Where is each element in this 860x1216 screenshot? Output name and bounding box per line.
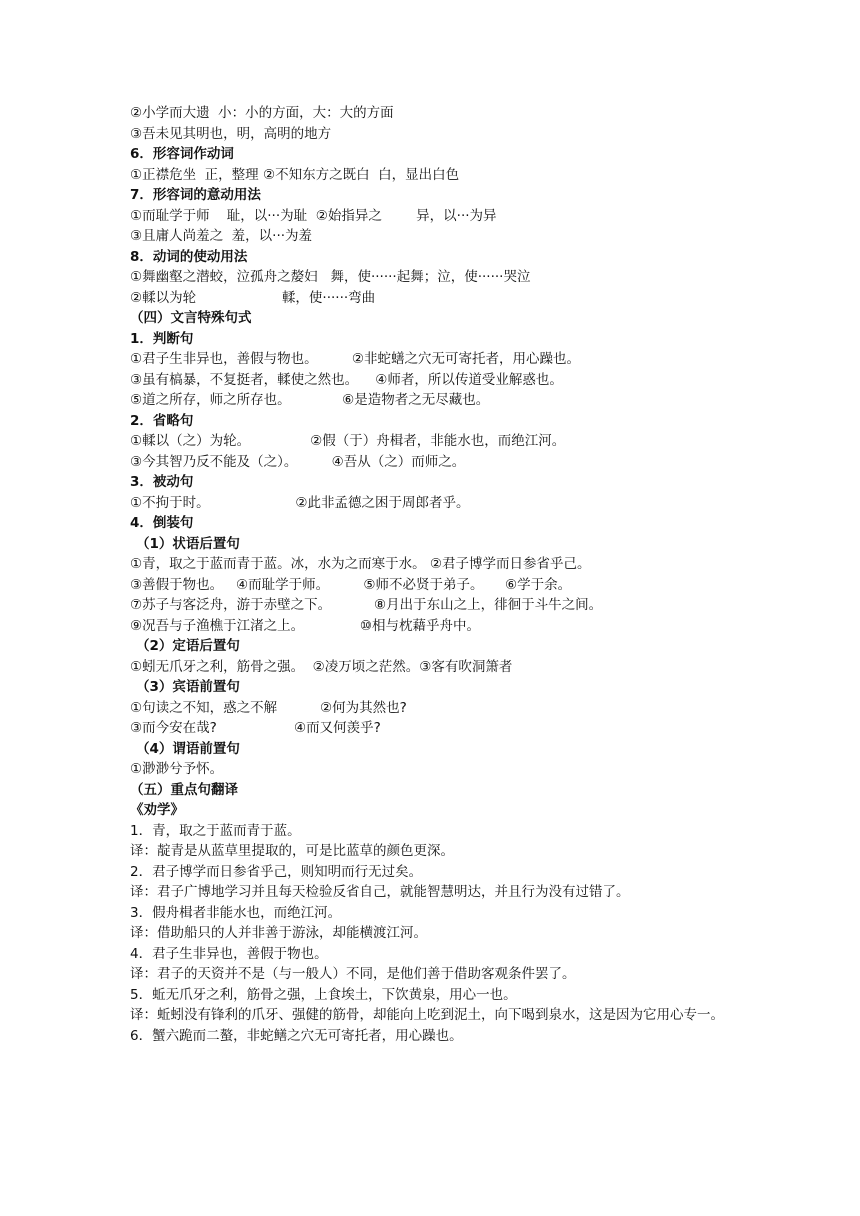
section-heading: （3）宾语前置句: [136, 679, 240, 695]
text-line: ③且庸人尚羞之 羞，以···为羞: [130, 228, 313, 244]
text-line: ①青，取之于蓝而青于蓝。冰，水为之而寒于水。 ②君子博学而日参省乎己。: [130, 556, 591, 572]
text-line: 1．青，取之于蓝而青于蓝。: [130, 822, 301, 839]
section-heading: （四）文言特殊句式: [130, 310, 252, 326]
text-line: ⑦苏子与客泛舟，游于赤壁之下。 ⑧月出于东山之上，徘徊于斗牛之间。: [130, 597, 603, 613]
section-heading: 6．形容词作动词: [130, 146, 234, 162]
text-line: ①正襟危坐 正，整理 ②不知东方之既白 白，显出白色: [130, 166, 460, 183]
text-line: 4．君子生非异也，善假于物也。: [130, 945, 328, 962]
text-line: 5．蚯无爪牙之利，筋骨之强，上食埃土，下饮黄泉，用心一也。: [130, 986, 517, 1003]
text-line: ③而今安在哉? ④而又何羡乎?: [130, 720, 381, 736]
section-heading: 2．省略句: [130, 412, 194, 429]
section-heading: （五）重点句翻译: [130, 781, 238, 798]
text-line: 译：君子的天资并不是（与一般人）不同，是他们善于借助客观条件罢了。: [130, 966, 576, 982]
text-line: ①君子生非异也，善假与物也。 ②非蛇蟮之穴无可寄托者，用心躁也。: [130, 351, 581, 367]
section-heading: 4．倒装句: [130, 515, 194, 531]
text-line: 译：靛青是从蓝草里提取的，可是比蓝草的颜色更深。: [130, 843, 454, 859]
text-line: ①句读之不知，惑之不解 ②何为其然也?: [130, 699, 407, 716]
text-line: ①不拘于时。 ②此非孟德之困于周郎者乎。: [130, 494, 470, 511]
text-line: 译：借助船只的人并非善于游泳，却能横渡江河。: [130, 925, 427, 941]
document-page: [130, 103, 750, 1046]
text-line: ①輮以（之）为轮。 ②假（于）舟楫者，非能水也，而绝江河。: [130, 433, 566, 449]
text-line: ⑨况吾与子渔樵于江渚之上。 ⑩相与枕藉乎舟中。: [130, 617, 480, 634]
text-line: 6．蟹六跪而二螯，非蛇鳝之穴无可寄托者，用心躁也。: [130, 1027, 463, 1044]
text-line: 译：蚯蚓没有锋利的爪牙、强健的筋骨，却能向上吃到泥土，向下喝到泉水，这是因为它用心专一。: [130, 1007, 724, 1023]
section-heading: 3．被动句: [130, 474, 194, 490]
text-line: ③吾未见其明也，明，高明的地方: [130, 125, 332, 142]
section-heading: 8．动词的使动用法: [130, 248, 248, 265]
text-line: ③善假于物也。 ④而耻学于师。 ⑤师不必贤于弟子。 ⑥学于余。: [130, 576, 572, 593]
text-line: ③虽有槁暴，不复挺者，輮使之然也。 ④师者，所以传道受业解惑也。: [130, 371, 563, 388]
text-line: ①舞幽壑之潜蛟，泣孤舟之嫠妇 舞，使······起舞；泣，使······哭泣: [130, 269, 531, 285]
section-heading: 1．判断句: [130, 330, 194, 347]
text-line: ⑤道之所存，师之所存也。 ⑥是造物者之无尽藏也。: [130, 392, 490, 408]
text-line: ②小学而大遗 小：小的方面，大：大的方面: [130, 105, 394, 121]
text-line: ②輮以为轮 輮，使······弯曲: [130, 289, 376, 306]
section-heading: （2）定语后置句: [136, 638, 240, 654]
text-line: 译：君子广博地学习并且每天检验反省自己，就能智慧明达，并且行为没有过错了。: [130, 884, 630, 900]
section-heading: 《劝学》: [130, 802, 184, 818]
text-line: ③今其智乃反不能及（之）。 ④吾从（之）而师之。: [130, 453, 466, 470]
text-line: ①蚓无爪牙之利，筋骨之强。 ②凌万顷之茫然。③客有吹洞箫者: [130, 658, 513, 675]
text-line: 2．君子博学而日参省乎己，则知明而行无过矣。: [130, 863, 423, 880]
section-heading: （1）状语后置句: [136, 535, 240, 552]
text-line: 3．假舟楫者非能水也，而绝江河。: [130, 904, 342, 921]
text-line: ①而耻学于师 耻，以···为耻 ②始指异之 异，以···为异: [130, 207, 497, 224]
section-heading: 7．形容词的意动用法: [130, 187, 261, 203]
section-heading: （4）谓语前置句: [136, 740, 240, 757]
text-line: ①渺渺兮予怀。: [130, 761, 224, 777]
